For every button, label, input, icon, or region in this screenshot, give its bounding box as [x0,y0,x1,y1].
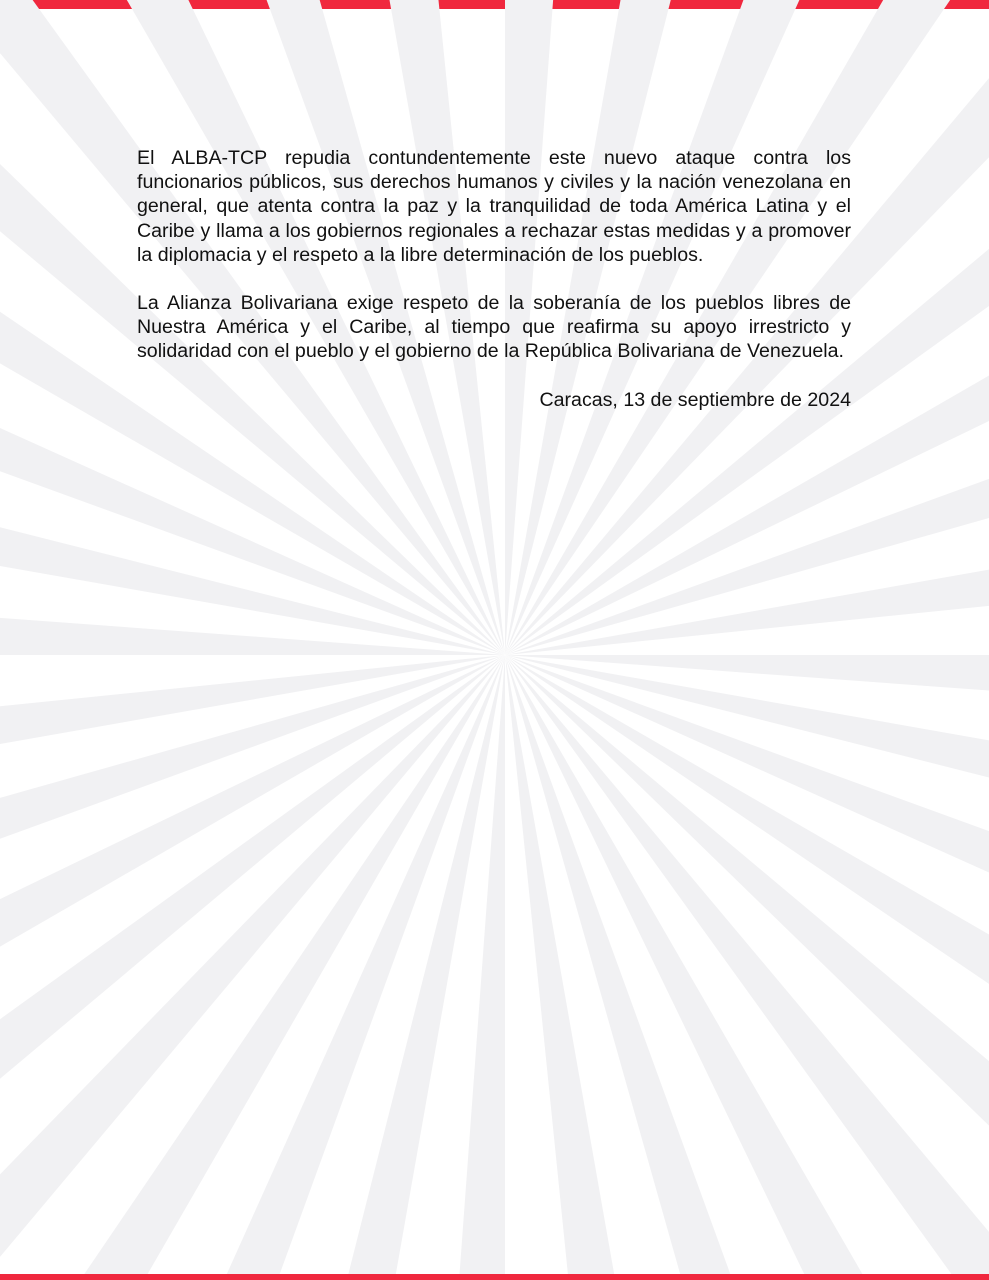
paragraph-sovereignty: La Alianza Bolivariana exige respeto de la soberanía de los pueblos libres de Nuestra América y el Caribe, al tiempo que reafirma su apoyo irrestricto y solidaridad con el pueblo y el gobierno de la República Bolivariana de Venezuela. [137,292,851,363]
bottom-accent-band [0,1274,989,1280]
document-body [137,146,851,412]
place-date: Caracas, 13 de septiembre de 2024 [539,388,851,411]
paragraph-repudiation: El ALBA-TCP repudia contundentemente este nuevo ataque contra los funcionarios públicos, sus derechos humanos y civiles y la nación venezolana en general, que atenta contra la paz y la tranquilidad de toda América Latina y el Caribe y llama a los gobiernos regionales a rechazar estas medidas y a promover la diplomacia y el respeto a la libre determinación de los pueblos. [137,147,851,266]
